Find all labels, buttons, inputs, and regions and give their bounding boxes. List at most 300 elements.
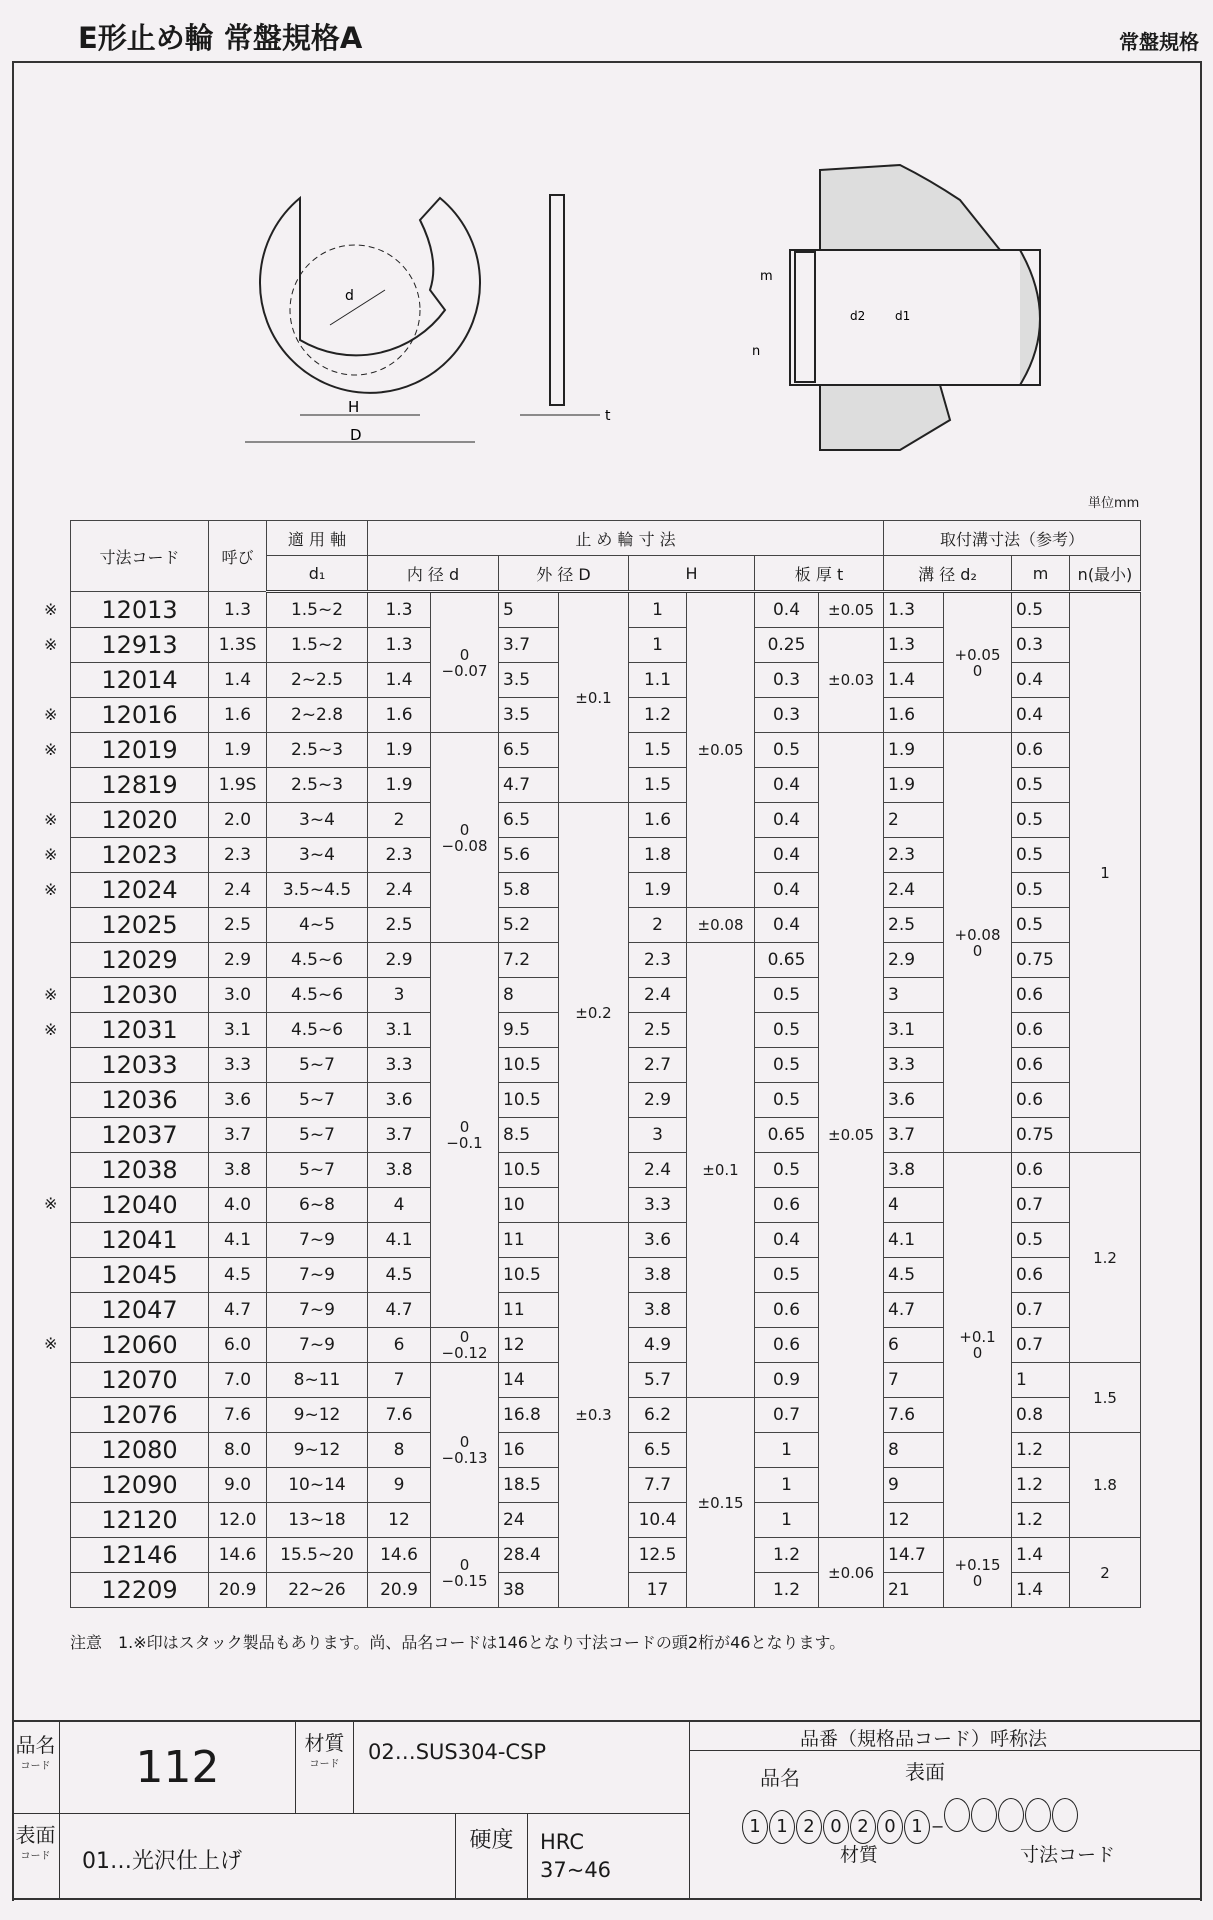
- shaft-range-cell: 9~12: [267, 1398, 368, 1433]
- h-cell: 2: [629, 908, 687, 943]
- size-code-cell: 12120: [71, 1503, 209, 1538]
- size-code-cell: 12070: [71, 1363, 209, 1398]
- outer-diameter-cell: 11: [499, 1293, 559, 1328]
- inner-diameter-cell: 1.4: [368, 663, 431, 698]
- nominal-cell: 1.3S: [209, 628, 267, 663]
- m-cell: 0.3: [1012, 628, 1070, 663]
- m-cell: 1.2: [1012, 1433, 1070, 1468]
- m-cell: 0.6: [1012, 733, 1070, 768]
- header-code: 寸法コード: [71, 521, 209, 592]
- inner-diameter-cell: 8: [368, 1433, 431, 1468]
- groove-diameter-cell: 6: [884, 1328, 944, 1363]
- header-groove-d: 溝 径 d₂: [884, 556, 1012, 592]
- code-digit: 0: [877, 1810, 903, 1844]
- groove-diameter-cell: 1.9: [884, 733, 944, 768]
- stack-mark: ※: [44, 739, 58, 759]
- outer-diameter-cell: 10.5: [499, 1048, 559, 1083]
- nominal-cell: 3.6: [209, 1083, 267, 1118]
- nominal-cell: 2.5: [209, 908, 267, 943]
- m-cell: 1.4: [1012, 1538, 1070, 1573]
- groove-diameter-cell: 3.1: [884, 1013, 944, 1048]
- h-cell: 10.4: [629, 1503, 687, 1538]
- nominal-cell: 8.0: [209, 1433, 267, 1468]
- stack-mark: ※: [44, 809, 58, 829]
- nominal-cell: 7.6: [209, 1398, 267, 1433]
- size-code-blank: [1052, 1798, 1078, 1832]
- code-digit: 0: [823, 1810, 849, 1844]
- size-code-cell: 12090: [71, 1468, 209, 1503]
- h-cell: 17: [629, 1573, 687, 1608]
- inner-diameter-cell: 2: [368, 803, 431, 838]
- size-code-cell: 12037: [71, 1118, 209, 1153]
- stack-mark: ※: [44, 984, 58, 1004]
- thickness-cell: 1.2: [755, 1538, 819, 1573]
- h-cell: 1: [629, 592, 687, 628]
- size-code-cell: 12029: [71, 943, 209, 978]
- stack-mark: ※: [44, 634, 58, 654]
- groove-diameter-cell: 3.3: [884, 1048, 944, 1083]
- groove-diameter-cell: 2: [884, 803, 944, 838]
- nominal-cell: 2.9: [209, 943, 267, 978]
- code-digits: [742, 1798, 1079, 1844]
- h-tolerance: ±0.15: [687, 1398, 755, 1608]
- inner-diameter-cell: 20.9: [368, 1573, 431, 1608]
- h-cell: 3: [629, 1118, 687, 1153]
- nominal-cell: 1.6: [209, 698, 267, 733]
- h-tolerance: ±0.08: [687, 908, 755, 943]
- inner-diameter-cell: 2.3: [368, 838, 431, 873]
- thickness-cell: 0.5: [755, 1258, 819, 1293]
- outer-diameter-cell: 5.8: [499, 873, 559, 908]
- size-code-cell: 12036: [71, 1083, 209, 1118]
- table-row: [71, 592, 1141, 628]
- thickness-cell: 0.5: [755, 733, 819, 768]
- header-nominal: 呼び: [209, 521, 267, 592]
- label-n: n: [752, 344, 761, 359]
- shaft-range-cell: 3~4: [267, 803, 368, 838]
- nominal-cell: 3.8: [209, 1153, 267, 1188]
- h-cell: 1.5: [629, 733, 687, 768]
- shaft-range-cell: 4.5~6: [267, 1013, 368, 1048]
- m-cell: 0.4: [1012, 698, 1070, 733]
- inner-diameter-cell: 2.4: [368, 873, 431, 908]
- product-code-value: 112: [60, 1722, 296, 1814]
- m-cell: 0.7: [1012, 1188, 1070, 1223]
- outer-diameter-cell: 6.5: [499, 803, 559, 838]
- naming-material-label: 材質: [840, 1844, 879, 1866]
- outer-diameter-tolerance: ±0.2: [559, 803, 629, 1223]
- thickness-cell: 0.6: [755, 1188, 819, 1223]
- outer-diameter-cell: 16.8: [499, 1398, 559, 1433]
- header-shaft-d1: d₁: [267, 556, 368, 592]
- groove-diameter-tolerance: +0.08 0: [944, 733, 1012, 1153]
- stack-mark: ※: [44, 600, 58, 619]
- groove-diameter-tolerance: +0.05 0: [944, 592, 1012, 733]
- h-cell: 2.9: [629, 1083, 687, 1118]
- outer-diameter-cell: 8.5: [499, 1118, 559, 1153]
- label-d1: d1: [895, 309, 911, 323]
- groove-diameter-cell: 1.4: [884, 663, 944, 698]
- shaft-range-cell: 1.5~2: [267, 628, 368, 663]
- groove-diameter-cell: 3.7: [884, 1118, 944, 1153]
- thickness-cell: 0.3: [755, 698, 819, 733]
- thickness-tolerance: ±0.03: [819, 628, 884, 733]
- groove-diameter-cell: 1.6: [884, 698, 944, 733]
- size-code-cell: 12016: [71, 698, 209, 733]
- size-code-cell: 12045: [71, 1258, 209, 1293]
- code-panel: [12, 1720, 1200, 1900]
- h-cell: 3.6: [629, 1223, 687, 1258]
- nominal-cell: 3.0: [209, 978, 267, 1013]
- inner-diameter-tolerance: 0 −0.13: [431, 1363, 499, 1538]
- m-cell: 0.6: [1012, 1048, 1070, 1083]
- size-code-cell: 12020: [71, 803, 209, 838]
- product-label-sub: コード: [20, 1761, 51, 1772]
- size-code-cell: 12913: [71, 628, 209, 663]
- groove-diameter-cell: 1.3: [884, 592, 944, 628]
- stack-mark: ※: [44, 1194, 58, 1214]
- naming-product-label: 品名: [760, 1766, 800, 1790]
- shaft-range-cell: 10~14: [267, 1468, 368, 1503]
- outer-diameter-cell: 5.6: [499, 838, 559, 873]
- nominal-cell: 1.9: [209, 733, 267, 768]
- material-label-text: 材質: [304, 1731, 345, 1755]
- stack-mark: ※: [44, 704, 58, 724]
- nominal-cell: 2.4: [209, 873, 267, 908]
- m-cell: 0.6: [1012, 1153, 1070, 1188]
- nominal-cell: 1.4: [209, 663, 267, 698]
- header-h: H: [629, 556, 755, 592]
- outer-diameter-cell: 3.7: [499, 628, 559, 663]
- nominal-cell: 9.0: [209, 1468, 267, 1503]
- ring-front-view: [245, 198, 480, 442]
- surface-label-text: 表面: [15, 1823, 56, 1847]
- shaft-range-cell: 7~9: [267, 1293, 368, 1328]
- size-code-blank: [1025, 1798, 1051, 1832]
- size-code-cell: 12030: [71, 978, 209, 1013]
- size-code-cell: 12038: [71, 1153, 209, 1188]
- size-code-cell: 12080: [71, 1433, 209, 1468]
- outer-diameter-cell: 18.5: [499, 1468, 559, 1503]
- inner-diameter-cell: 2.5: [368, 908, 431, 943]
- groove-diameter-cell: 3.6: [884, 1083, 944, 1118]
- brand-label: 常盤規格: [1119, 30, 1199, 54]
- h-cell: 1.9: [629, 873, 687, 908]
- shaft-range-cell: 2.5~3: [267, 768, 368, 803]
- h-cell: 6.5: [629, 1433, 687, 1468]
- thickness-cell: 0.25: [755, 628, 819, 663]
- m-cell: 0.6: [1012, 1013, 1070, 1048]
- page-title: E形止め輪 常盤規格A: [78, 21, 363, 55]
- m-cell: 0.75: [1012, 1118, 1070, 1153]
- shaft-range-cell: 5~7: [267, 1048, 368, 1083]
- label-t: t: [605, 408, 611, 424]
- shaft-range-cell: 1.5~2: [267, 592, 368, 628]
- n-min-cell: 2: [1070, 1538, 1141, 1608]
- groove-diameter-cell: 8: [884, 1433, 944, 1468]
- header-inner: 内 径 d: [368, 556, 499, 592]
- h-cell: 2.4: [629, 1153, 687, 1188]
- size-code-cell: 12031: [71, 1013, 209, 1048]
- thickness-tolerance: ±0.05: [819, 733, 884, 1538]
- groove-diameter-cell: 7: [884, 1363, 944, 1398]
- inner-diameter-cell: 3.8: [368, 1153, 431, 1188]
- naming-size-label: 寸法コード: [1020, 1844, 1116, 1866]
- h-cell: 1.5: [629, 768, 687, 803]
- thickness-cell: 0.4: [755, 1223, 819, 1258]
- nominal-cell: 3.1: [209, 1013, 267, 1048]
- size-code-blank: [971, 1798, 997, 1832]
- header-outer: 外 径 D: [499, 556, 629, 592]
- n-min-cell: 1.2: [1070, 1153, 1141, 1363]
- inner-diameter-cell: 1.9: [368, 733, 431, 768]
- shaft-range-cell: 2~2.8: [267, 698, 368, 733]
- h-cell: 1.2: [629, 698, 687, 733]
- groove-diameter-cell: 14.7: [884, 1538, 944, 1573]
- hardness-value: HRC 37~46: [528, 1814, 690, 1898]
- groove-diameter-cell: 2.4: [884, 873, 944, 908]
- n-min-cell: 1: [1070, 592, 1141, 1153]
- shaft-range-cell: 15.5~20: [267, 1538, 368, 1573]
- thickness-cell: 1: [755, 1468, 819, 1503]
- outer-diameter-cell: 3.5: [499, 698, 559, 733]
- outer-diameter-cell: 38: [499, 1573, 559, 1608]
- thickness-cell: 0.5: [755, 1048, 819, 1083]
- nominal-cell: 1.3: [209, 592, 267, 628]
- spec-table: [70, 520, 1141, 1608]
- shaft-range-cell: 22~26: [267, 1573, 368, 1608]
- header-groove: 取付溝寸法（参考）: [884, 521, 1141, 556]
- size-code-cell: 12209: [71, 1573, 209, 1608]
- h-cell: 1.1: [629, 663, 687, 698]
- stack-mark: ※: [44, 1334, 58, 1354]
- shaft-range-cell: 5~7: [267, 1083, 368, 1118]
- inner-diameter-cell: 9: [368, 1468, 431, 1503]
- inner-diameter-cell: 3.1: [368, 1013, 431, 1048]
- header-m: m: [1012, 556, 1070, 592]
- inner-diameter-cell: 3: [368, 978, 431, 1013]
- inner-diameter-cell: 7: [368, 1363, 431, 1398]
- shaft-range-cell: 2~2.5: [267, 663, 368, 698]
- m-cell: 0.7: [1012, 1328, 1070, 1363]
- groove-diameter-cell: 3.8: [884, 1153, 944, 1188]
- n-min-cell: 1.8: [1070, 1433, 1141, 1538]
- outer-diameter-cell: 5.2: [499, 908, 559, 943]
- thickness-cell: 0.3: [755, 663, 819, 698]
- thickness-cell: 0.4: [755, 838, 819, 873]
- inner-diameter-cell: 6: [368, 1328, 431, 1363]
- unit-label: 単位mm: [1088, 496, 1140, 511]
- outer-diameter-cell: 3.5: [499, 663, 559, 698]
- note-text: 注意 1.※印はスタック製品もあります。尚、品名コードは146となり寸法コードの頭2桁が46となります。: [70, 1633, 846, 1652]
- groove-diameter-cell: 2.5: [884, 908, 944, 943]
- m-cell: 0.6: [1012, 1083, 1070, 1118]
- inner-diameter-cell: 4.5: [368, 1258, 431, 1293]
- product-code-label: [12, 1722, 60, 1814]
- stack-mark: ※: [44, 1019, 58, 1039]
- shaft-range-cell: 4~5: [267, 908, 368, 943]
- inner-diameter-tolerance: 0 −0.15: [431, 1538, 499, 1608]
- stack-mark: ※: [44, 844, 58, 864]
- groove-diameter-cell: 4.1: [884, 1223, 944, 1258]
- size-code-cell: 12023: [71, 838, 209, 873]
- size-code-cell: 12819: [71, 768, 209, 803]
- m-cell: 1: [1012, 1363, 1070, 1398]
- shaft-range-cell: 8~11: [267, 1363, 368, 1398]
- label-d: d: [345, 288, 354, 304]
- nominal-cell: 2.0: [209, 803, 267, 838]
- naming-title: 品番（規格品コード）呼称法: [800, 1728, 1048, 1750]
- thickness-cell: 1: [755, 1433, 819, 1468]
- header-thick: 板 厚 t: [755, 556, 884, 592]
- nominal-cell: 2.3: [209, 838, 267, 873]
- nominal-cell: 6.0: [209, 1328, 267, 1363]
- material-code-label: [296, 1722, 354, 1814]
- nominal-cell: 14.6: [209, 1538, 267, 1573]
- m-cell: 0.5: [1012, 873, 1070, 908]
- size-code-cell: 12013: [71, 592, 209, 628]
- size-code-cell: 12047: [71, 1293, 209, 1328]
- outer-diameter-cell: 5: [499, 592, 559, 628]
- thickness-cell: 0.4: [755, 803, 819, 838]
- groove-diameter-tolerance: +0.15 0: [944, 1538, 1012, 1608]
- label-d2: d2: [850, 309, 866, 323]
- size-code-cell: 12025: [71, 908, 209, 943]
- code-digit: 2: [796, 1810, 822, 1844]
- shaft-range-cell: 13~18: [267, 1503, 368, 1538]
- hardness-label: 硬度: [456, 1814, 528, 1898]
- inner-diameter-cell: 1.3: [368, 592, 431, 628]
- size-code-cell: 12019: [71, 733, 209, 768]
- m-cell: 0.6: [1012, 1258, 1070, 1293]
- shaft-range-cell: 9~12: [267, 1433, 368, 1468]
- stack-mark: ※: [44, 879, 58, 899]
- groove-diameter-tolerance: +0.1 0: [944, 1153, 1012, 1538]
- groove-diameter-cell: 21: [884, 1573, 944, 1608]
- shaft-range-cell: 2.5~3: [267, 733, 368, 768]
- inner-diameter-tolerance: 0 −0.08: [431, 733, 499, 943]
- inner-diameter-cell: 3.7: [368, 1118, 431, 1153]
- outer-diameter-cell: 9.5: [499, 1013, 559, 1048]
- outer-diameter-cell: 10.5: [499, 1083, 559, 1118]
- inner-diameter-cell: 4: [368, 1188, 431, 1223]
- thickness-tolerance: ±0.05: [819, 592, 884, 628]
- shaft-range-cell: 4.5~6: [267, 978, 368, 1013]
- shaft-range-cell: 5~7: [267, 1118, 368, 1153]
- m-cell: 1.2: [1012, 1468, 1070, 1503]
- size-code-cell: 12060: [71, 1328, 209, 1363]
- outer-diameter-cell: 10.5: [499, 1153, 559, 1188]
- surface-label-sub: コード: [20, 1851, 51, 1862]
- thickness-cell: 0.4: [755, 873, 819, 908]
- inner-diameter-cell: 7.6: [368, 1398, 431, 1433]
- thickness-cell: 0.65: [755, 1118, 819, 1153]
- nominal-cell: 3.7: [209, 1118, 267, 1153]
- nominal-cell: 1.9S: [209, 768, 267, 803]
- inner-diameter-tolerance: 0 −0.07: [431, 592, 499, 733]
- label-H: H: [348, 398, 360, 416]
- outer-diameter-cell: 28.4: [499, 1538, 559, 1573]
- groove-diameter-cell: 4.5: [884, 1258, 944, 1293]
- h-cell: 1.8: [629, 838, 687, 873]
- outer-diameter-cell: 10: [499, 1188, 559, 1223]
- m-cell: 0.4: [1012, 663, 1070, 698]
- m-cell: 0.5: [1012, 803, 1070, 838]
- groove-diameter-cell: 1.9: [884, 768, 944, 803]
- m-cell: 0.5: [1012, 592, 1070, 628]
- size-code-cell: 12076: [71, 1398, 209, 1433]
- inner-diameter-cell: 14.6: [368, 1538, 431, 1573]
- size-code-cell: 12024: [71, 873, 209, 908]
- m-cell: 0.7: [1012, 1293, 1070, 1328]
- h-cell: 2.4: [629, 978, 687, 1013]
- shaft-range-cell: 6~8: [267, 1188, 368, 1223]
- inner-diameter-tolerance: 0 −0.1: [431, 943, 499, 1328]
- m-cell: 0.5: [1012, 1223, 1070, 1258]
- thickness-cell: 0.5: [755, 978, 819, 1013]
- outer-diameter-cell: 16: [499, 1433, 559, 1468]
- groove-diameter-cell: 4.7: [884, 1293, 944, 1328]
- shaft-range-cell: 7~9: [267, 1258, 368, 1293]
- thickness-tolerance: ±0.06: [819, 1538, 884, 1608]
- ring-side-view: [520, 195, 600, 415]
- technical-drawings: [0, 140, 1213, 470]
- h-cell: 3.3: [629, 1188, 687, 1223]
- label-D: D: [350, 426, 362, 444]
- surface-code-label: [12, 1814, 60, 1898]
- m-cell: 0.75: [1012, 943, 1070, 978]
- m-cell: 0.8: [1012, 1398, 1070, 1433]
- h-cell: 6.2: [629, 1398, 687, 1433]
- size-code-cell: 12146: [71, 1538, 209, 1573]
- h-cell: 2.5: [629, 1013, 687, 1048]
- nominal-cell: 12.0: [209, 1503, 267, 1538]
- nominal-cell: 4.1: [209, 1223, 267, 1258]
- groove-section-view: [790, 165, 1040, 450]
- size-code-cell: 12041: [71, 1223, 209, 1258]
- outer-diameter-cell: 6.5: [499, 733, 559, 768]
- thickness-cell: 1.2: [755, 1573, 819, 1608]
- outer-diameter-cell: 8: [499, 978, 559, 1013]
- h-cell: 2.3: [629, 943, 687, 978]
- inner-diameter-cell: 3.6: [368, 1083, 431, 1118]
- h-cell: 3.8: [629, 1293, 687, 1328]
- h-cell: 7.7: [629, 1468, 687, 1503]
- groove-diameter-cell: 7.6: [884, 1398, 944, 1433]
- size-code-cell: 12014: [71, 663, 209, 698]
- inner-diameter-cell: 3.3: [368, 1048, 431, 1083]
- nominal-cell: 7.0: [209, 1363, 267, 1398]
- shaft-range-cell: 3.5~4.5: [267, 873, 368, 908]
- thickness-cell: 0.5: [755, 1013, 819, 1048]
- thickness-cell: 0.5: [755, 1153, 819, 1188]
- h-cell: 5.7: [629, 1363, 687, 1398]
- naming-surface-label: 表面: [905, 1760, 945, 1784]
- m-cell: 1.4: [1012, 1573, 1070, 1608]
- h-cell: 1.6: [629, 803, 687, 838]
- h-cell: 12.5: [629, 1538, 687, 1573]
- shaft-range-cell: 5~7: [267, 1153, 368, 1188]
- h-cell: 1: [629, 628, 687, 663]
- groove-diameter-cell: 2.3: [884, 838, 944, 873]
- label-m: m: [760, 269, 773, 284]
- outer-diameter-cell: 24: [499, 1503, 559, 1538]
- nominal-cell: 4.0: [209, 1188, 267, 1223]
- h-cell: 4.9: [629, 1328, 687, 1363]
- nominal-cell: 3.3: [209, 1048, 267, 1083]
- size-code-blank: [944, 1798, 970, 1832]
- m-cell: 0.5: [1012, 908, 1070, 943]
